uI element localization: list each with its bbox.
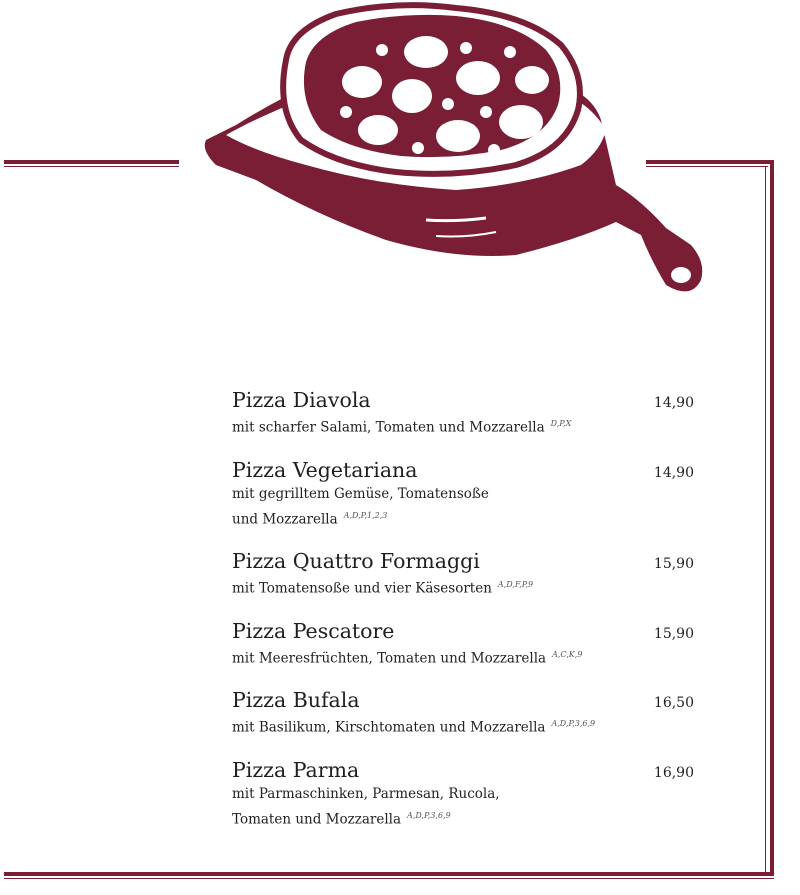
allergen-codes: A,C,K,9 [552,649,583,659]
frame-top-left-line-thin [4,166,179,167]
frame-bottom-line [4,872,774,876]
item-price: 14,90 [653,464,694,481]
item-description: mit gegrilltem Gemüse, Tomatensoße [232,485,489,502]
allergen-codes: A,D,P,3,6,9 [407,810,451,820]
menu-item [232,688,702,739]
pizza-on-board-icon [196,0,716,320]
item-description: Tomaten und Mozzarella $^{A,D,P,3,6,9}$ [232,810,451,827]
menu-item [232,619,702,670]
frame-right-line [770,160,774,876]
allergen-codes: A,D,P,1,2,3 [343,510,388,520]
item-name: Pizza Quattro Formaggi [232,549,480,573]
menu-item [232,549,702,600]
item-price: 16,90 [653,764,694,781]
frame-top-left-line [4,160,179,164]
item-description: mit Tomatensoße und vier Käsesorten $^{A,D,F,P,9}$ [232,580,534,597]
item-description: mit Parmaschinken, Parmesan, Rucola, [232,785,500,802]
menu-item [232,458,702,531]
item-description: mit scharfer Salami, Tomaten und Mozzarella $^{D,P,X}$ [232,419,572,436]
item-price: 16,50 [653,695,694,711]
allergen-codes: D,P,X [550,419,572,428]
allergen-codes: A,D,P,3,6,9 [551,719,596,728]
allergen-codes: A,D,F,P,9 [497,580,534,589]
item-name: Pizza Parma [232,757,360,782]
menu-item [232,388,702,439]
menu-item [232,758,702,831]
frame-bottom-line-thin [4,878,774,879]
item-price: 15,90 [653,625,694,642]
item-description: mit Meeresfrüchten, Tomaten und Mozzarella $^{A,C,K,9}$ [232,649,583,666]
item-description: mit Basilikum, Kirschtomaten und Mozzarella $^{A,D,P,3,6,9}$ [232,719,596,736]
frame-right-line-thin [765,166,766,872]
item-price: 15,90 [653,556,694,572]
item-name: Pizza Pescatore [232,618,395,643]
item-price: 14,90 [653,395,694,411]
item-name: Pizza Bufala [232,688,360,712]
item-description: und Mozzarella $^{A,D,P,1,2,3}$ [232,510,388,527]
item-name: Pizza Diavola [232,388,371,412]
pizza-menu-list [232,388,702,849]
item-name: Pizza Vegetariana [232,457,418,482]
